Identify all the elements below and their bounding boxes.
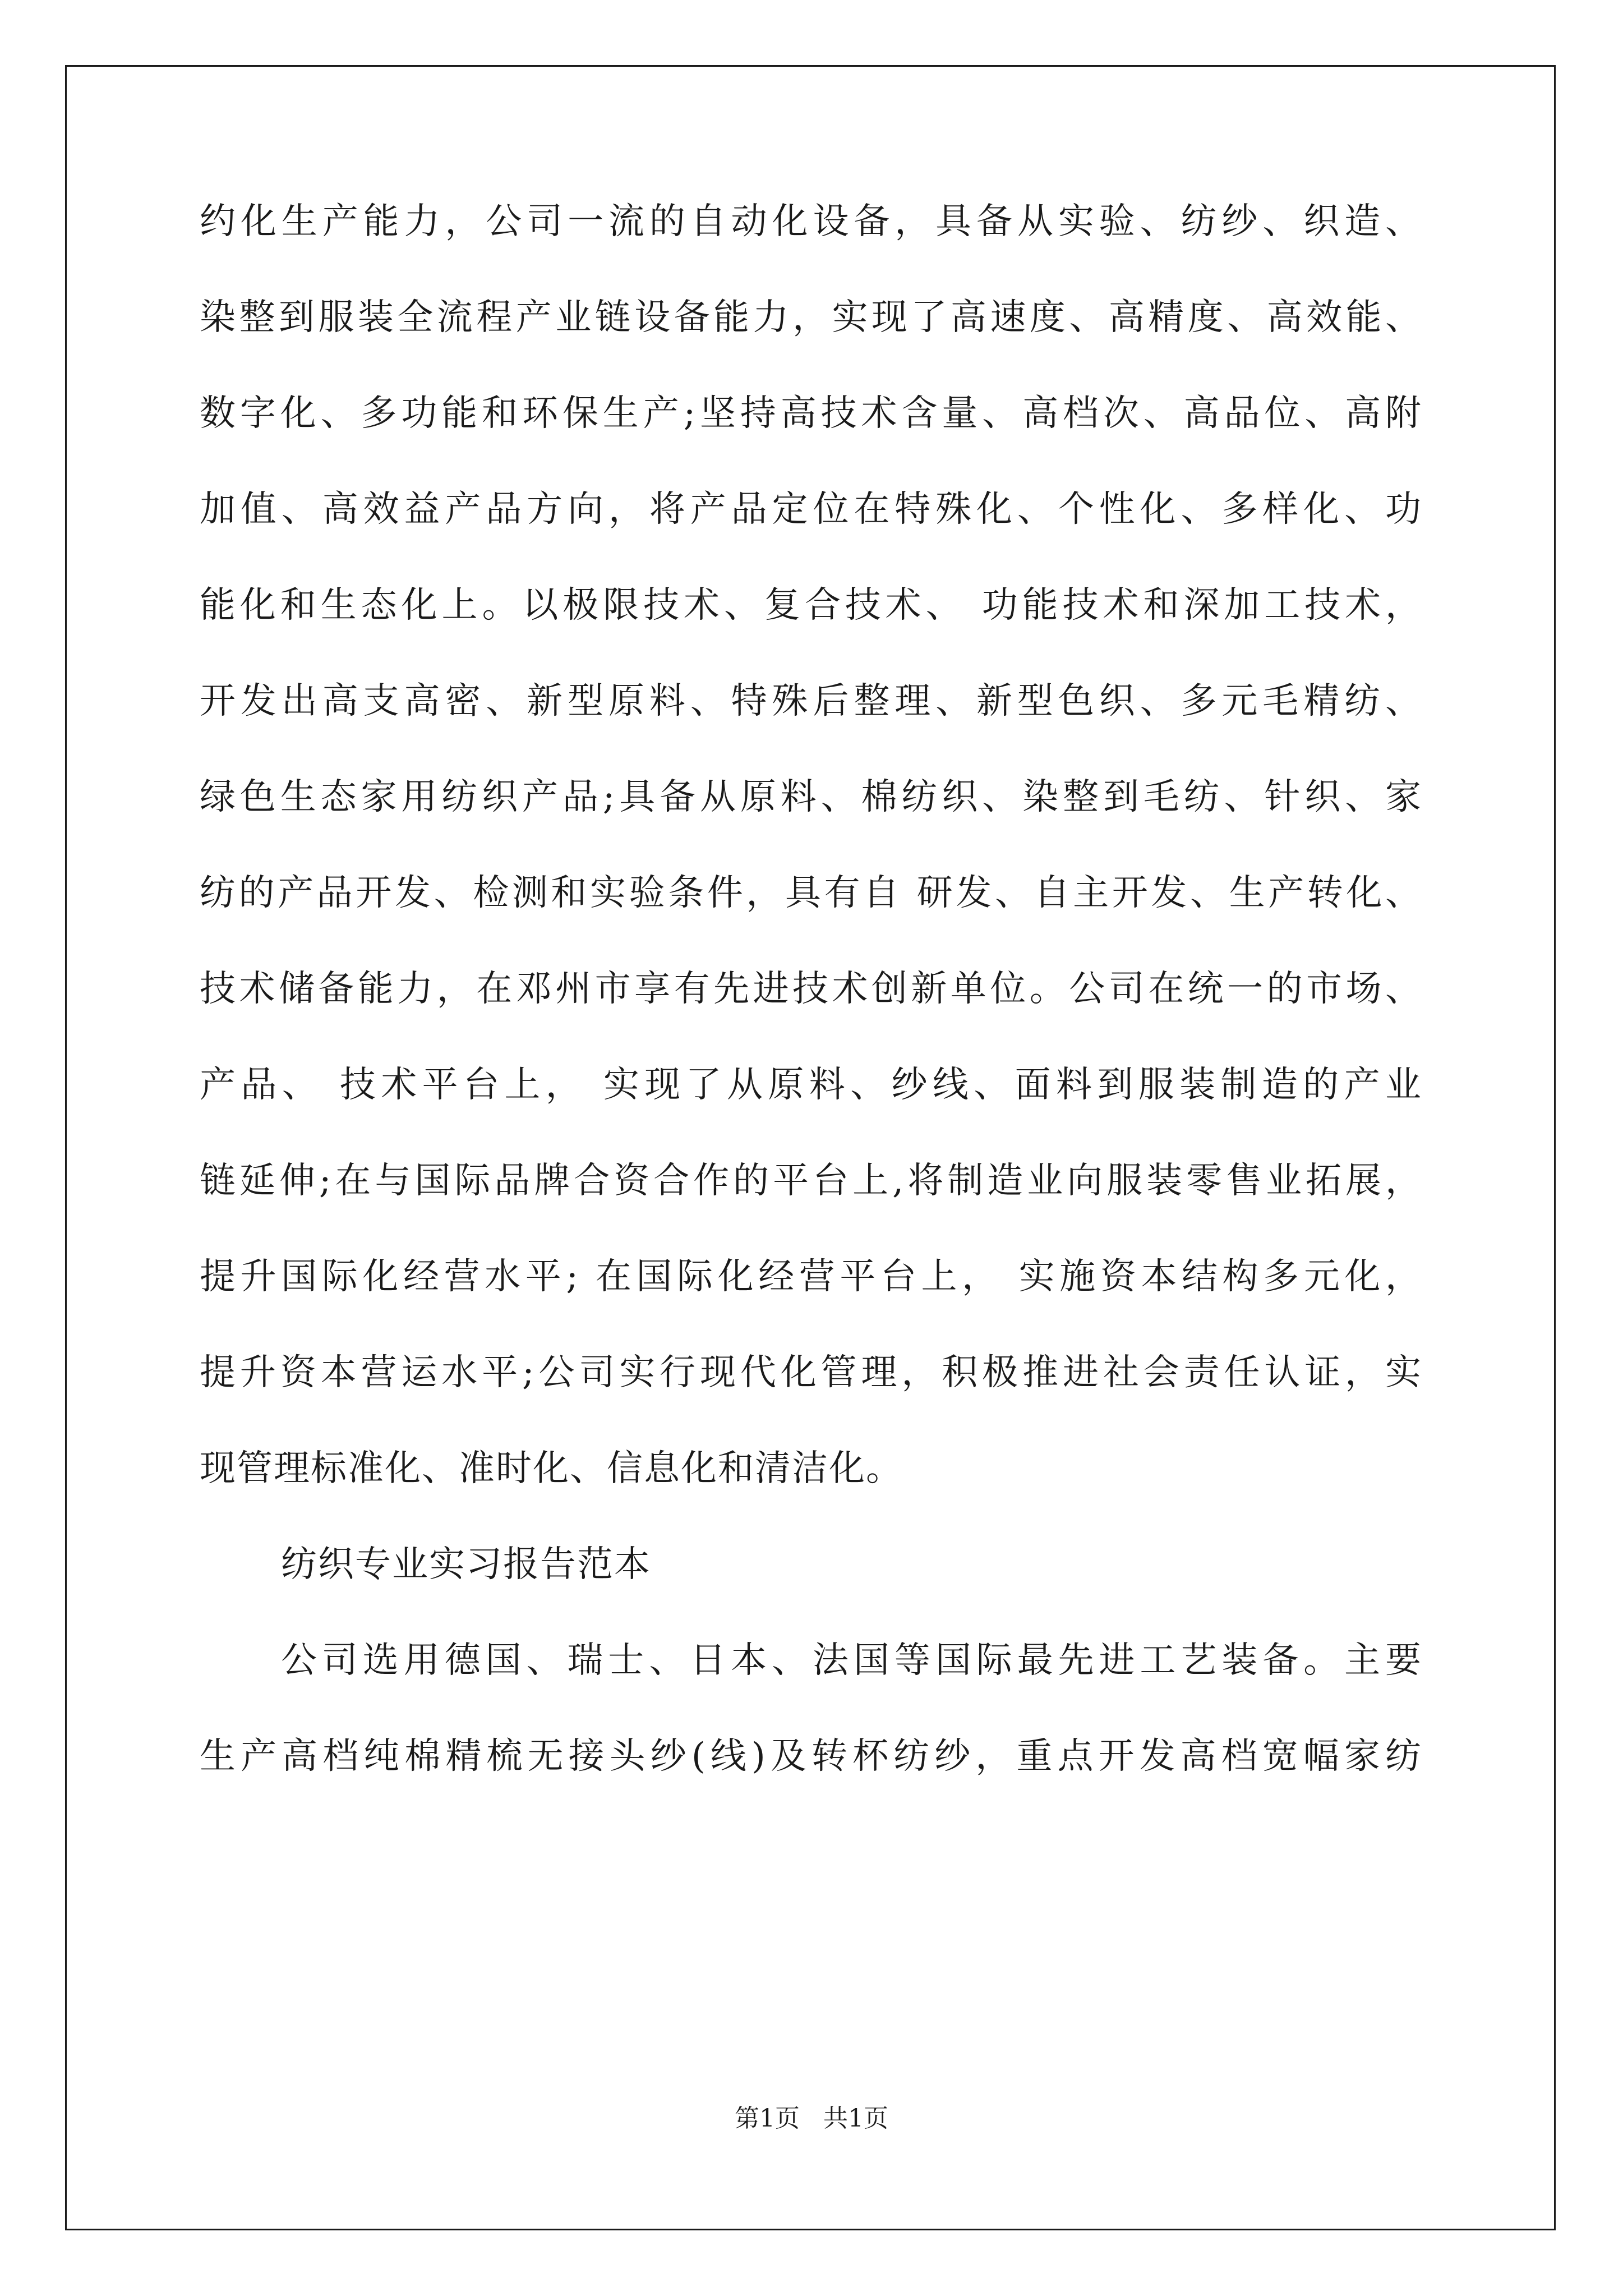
body-line: 技术储备能力，在邓州市享有先进技术创新单位。公司在统一的市场、 (200, 968, 1422, 1010)
section-heading: 纺织专业实习报告范本 (281, 1544, 651, 1585)
body-line-last: 现管理标准化、准时化、信息化和清洁化。 (200, 1448, 903, 1489)
body-line: 链延伸;在与国际品牌合资合作的平台上,将制造业向服装零售业拓展， (200, 1160, 1422, 1202)
body-line: 公司选用德国、瑞士、日本、法国等国际最先进工艺装备。主要 (281, 1640, 1422, 1681)
page-number-footer: 第1页 共1页 (735, 2104, 888, 2133)
body-line: 加值、高效益产品方向，将产品定位在特殊化、个性化、多样化、功 (200, 489, 1422, 530)
body-line: 绿色生态家用纺织产品;具备从原料、棉纺织、染整到毛纺、针织、家 (200, 776, 1422, 818)
body-line: 数字化、多功能和环保生产;坚持高技术含量、高档次、高品位、高附 (200, 393, 1422, 434)
body-line: 能化和生态化上。以极限技术、复合技术、 功能技术和深加工技术， (200, 585, 1422, 626)
body-line: 产品、 技术平台上， 实现了从原料、纱线、面料到服装制造的产业 (200, 1064, 1422, 1106)
body-line: 纺的产品开发、检测和实验条件，具有自 研发、自主开发、生产转化、 (200, 872, 1422, 914)
body-line: 染整到服装全流程产业链设备能力，实现了高速度、高精度、高效能、 (200, 297, 1422, 338)
body-line: 开发出高支高密、新型原料、特殊后整理、新型色织、多元毛精纺、 (200, 680, 1422, 722)
body-line: 提升国际化经营水平; 在国际化经营平台上， 实施资本结构多元化， (200, 1256, 1422, 1297)
body-line: 约化生产能力，公司一流的自动化设备，具备从实验、纺纱、织造、 (200, 201, 1422, 242)
body-line: 生产高档纯棉精梳无接头纱(线)及转杯纺纱，重点开发高档宽幅家纺 (200, 1736, 1422, 1777)
body-line: 提升资本营运水平;公司实行现代化管理，积极推进社会责任认证，实 (200, 1352, 1422, 1393)
